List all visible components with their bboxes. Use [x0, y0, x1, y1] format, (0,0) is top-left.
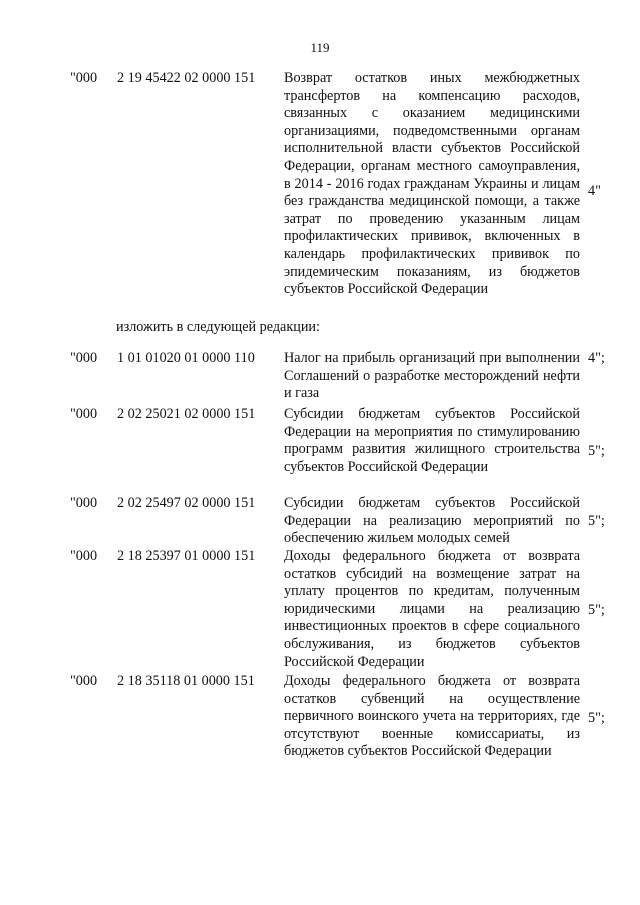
table-row: [0, 673, 640, 761]
row-description: Доходы федерального бюджета от возврата остатков субвенций на осуществление первичного воинского учета на территориях, где отсутствуют военные комиссариаты, из бюджетов субъектов Российской Федерации: [284, 673, 580, 760]
income-code: 1 01 01020 01 0000 110: [117, 350, 255, 366]
admin-code: "000: [70, 350, 98, 366]
income-code: 2 18 35118 01 0000 151: [117, 673, 255, 689]
page-number: 119: [310, 40, 330, 55]
table-row: [0, 548, 640, 671]
admin-code: "000: [70, 673, 98, 689]
admin-code: "000: [70, 495, 98, 511]
table-row-first: [0, 70, 640, 299]
table-row: [0, 495, 640, 548]
row-norm: 5";: [588, 443, 605, 459]
row-description: Доходы федерального бюджета от возврата остатков субсидий на возмещение затрат на уплату процентов по кредитам, полученным юридическими лицами на реализацию инвестиционных проектов в сфере социального обслуживания, из бюджетов субъектов Российской Федерации: [284, 548, 580, 670]
income-code: 2 19 45422 02 0000 151: [117, 70, 256, 86]
row-description: Налог на прибыль организаций при выполнении Соглашений о разработке месторождений нефти и газа: [284, 350, 580, 402]
table-row: [0, 406, 640, 476]
table-row: [0, 350, 640, 403]
income-code: 2 02 25021 02 0000 151: [117, 406, 256, 422]
row-norm: 4";: [588, 350, 605, 366]
income-code: 2 02 25497 02 0000 151: [117, 495, 256, 511]
row-norm: 5";: [588, 513, 605, 529]
row-description: Субсидии бюджетам субъектов Российской Федерации на мероприятия по стимулированию программ развития жилищного строительства субъектов Российской Федерации: [284, 406, 580, 475]
row-norm: 5";: [588, 710, 605, 726]
row-norm: 4": [588, 183, 601, 199]
admin-code: "000: [70, 548, 98, 564]
row-norm: 5";: [588, 602, 605, 618]
admin-code: "000: [70, 406, 98, 422]
row-description: Возврат остатков иных межбюджетных трансфертов на компенсацию расходов, связанных с оказанием медицинскими организациями, подведомственными органам исполнительной власти субъектов Российской Федерации, органам местного самоуправления, в 2014 - 2016 годах гражданам Украины и лицам без гражданства медицинской помощи, а также затрат по проведению указанным лицам профилактических прививок, включенных в календарь профилактических прививок по эпидемическим показаниям, из бюджетов субъектов Российской Федерации: [284, 70, 580, 298]
row-description: Субсидии бюджетам субъектов Российской Федерации на реализацию мероприятий по обеспечению жильем молодых семей: [284, 495, 580, 547]
intro-text: изложить в следующей редакции:: [116, 319, 320, 335]
income-code: 2 18 25397 01 0000 151: [117, 548, 256, 564]
admin-code: "000: [70, 70, 98, 86]
